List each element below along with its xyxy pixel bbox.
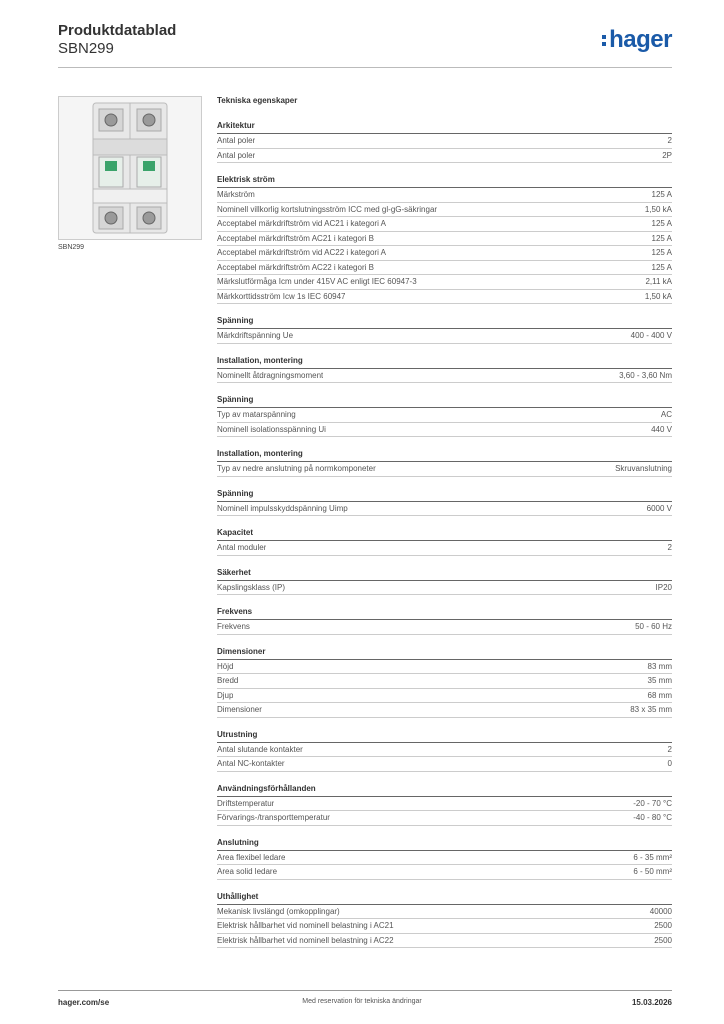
spec-row <box>217 232 672 247</box>
spec-value: 1,50 kA <box>644 204 672 214</box>
spec-label: Märkslutförmåga Icm under 415V AC enligt IEC 60947-3 <box>217 277 417 286</box>
section-heading: Spänning <box>217 487 672 502</box>
spec-value: Skruvanslutning <box>615 464 672 473</box>
section-heading: Dimensioner <box>217 645 672 660</box>
product-code: SBN299 <box>58 40 114 57</box>
spec-label: Kapslingsklass (IP) <box>217 582 286 592</box>
spec-label: Nominell villkorlig kortslutningsström ICC med gl-gG-säkringar <box>217 204 438 214</box>
spec-label: Nominellt åtdragningsmoment <box>217 370 324 380</box>
spec-label: Förvarings-/transporttemperatur <box>217 813 330 822</box>
spec-value: 125 A <box>651 262 672 272</box>
spec-value: 2 <box>667 744 672 754</box>
spec-section <box>217 354 672 384</box>
spec-label: Elektrisk hållbarhet vid nominell belastning i AC22 <box>217 935 394 945</box>
spec-row <box>217 423 672 438</box>
spec-row <box>217 134 672 149</box>
spec-row <box>217 275 672 290</box>
spec-value: IP20 <box>655 582 672 592</box>
spec-section <box>217 605 672 635</box>
section-heading: Arkitektur <box>217 119 672 134</box>
section-heading: Frekvens <box>217 605 672 620</box>
spec-value: 125 A <box>651 248 672 257</box>
spec-label: Höjd <box>217 661 234 671</box>
spec-label: Antal NC-kontakter <box>217 759 285 768</box>
spec-row <box>217 620 672 635</box>
switch-disconnector-icon <box>59 97 201 239</box>
spec-label: Acceptabel märkdriftström vid AC21 i kategori A <box>217 219 386 228</box>
spec-value: 440 V <box>651 424 672 434</box>
spec-value: 125 A <box>651 190 672 199</box>
spec-value: 125 A <box>651 219 672 228</box>
spec-value: 2500 <box>654 935 672 945</box>
spec-section <box>217 447 672 477</box>
spec-row <box>217 329 672 344</box>
spec-row <box>217 851 672 866</box>
spec-section <box>217 173 672 304</box>
spec-row <box>217 246 672 261</box>
spec-value: 83 mm <box>647 661 672 671</box>
spec-value: 2500 <box>654 921 672 930</box>
section-heading: Installation, montering <box>217 354 672 369</box>
spec-row <box>217 689 672 704</box>
spec-row <box>217 660 672 675</box>
spec-value: 125 A <box>651 233 672 243</box>
spec-label: Djup <box>217 690 234 700</box>
spec-value: 40000 <box>649 906 672 916</box>
spec-row <box>217 703 672 718</box>
spec-label: Frekvens <box>217 622 250 631</box>
spec-value: 2 <box>667 136 672 145</box>
spec-row <box>217 905 672 920</box>
spec-value: 3,60 - 3,60 Nm <box>619 370 672 380</box>
spec-section <box>217 645 672 718</box>
spec-value: 2,11 kA <box>645 277 672 286</box>
spec-row <box>217 408 672 423</box>
logo-dots-icon <box>602 32 607 49</box>
spec-value: 6000 V <box>646 503 672 513</box>
spec-label: Acceptabel märkdriftström AC21 i kategori B <box>217 233 374 243</box>
spec-row <box>217 743 672 758</box>
spec-row <box>217 188 672 203</box>
spec-row <box>217 217 672 232</box>
spec-row <box>217 541 672 556</box>
spec-label: Bredd <box>217 676 239 685</box>
spec-label: Antal slutande kontakter <box>217 744 303 754</box>
spec-row <box>217 674 672 689</box>
section-heading: Anslutning <box>217 836 672 851</box>
spec-label: Märkdriftspänning Ue <box>217 331 294 340</box>
section-heading: Uthållighet <box>217 890 672 905</box>
hager-logo <box>602 26 672 54</box>
footer-date: 15.03.2026 <box>631 998 672 1007</box>
spec-row <box>217 919 672 934</box>
spec-row <box>217 369 672 384</box>
product-image-caption: SBN299 <box>58 244 85 251</box>
spec-value: 1,50 kA <box>644 291 672 301</box>
section-heading: Utrustning <box>217 728 672 743</box>
spec-value: 2P <box>662 150 672 160</box>
spec-label: Antal moduler <box>217 543 267 552</box>
spec-section <box>217 487 672 517</box>
spec-label: Dimensioner <box>217 705 262 714</box>
spec-label: Mekanisk livslängd (omkopplingar) <box>217 906 340 916</box>
spec-section <box>217 890 672 949</box>
spec-value: 400 - 400 V <box>630 331 672 340</box>
section-heading: Säkerhet <box>217 566 672 581</box>
header-divider <box>58 67 672 68</box>
spec-value: 83 x 35 mm <box>630 705 672 714</box>
spec-row <box>217 797 672 812</box>
spec-value: 6 - 35 mm² <box>633 852 672 862</box>
logo-text: hager <box>609 26 672 53</box>
spec-row <box>217 811 672 826</box>
page-title: Produktdatablad <box>58 22 177 39</box>
section-heading: Installation, montering <box>217 447 672 462</box>
spec-row <box>217 757 672 772</box>
spec-row <box>217 502 672 517</box>
spec-row <box>217 149 672 164</box>
spec-label: Antal poler <box>217 136 256 145</box>
footer-website[interactable]: hager.com/se <box>58 998 110 1007</box>
specs-title: Tekniska egenskaper <box>217 96 298 105</box>
spec-section <box>217 119 672 163</box>
section-heading: Användningsförhållanden <box>217 782 672 797</box>
spec-value: -40 - 80 °C <box>633 813 672 822</box>
specs-sections <box>217 119 672 948</box>
spec-value: AC <box>660 410 672 419</box>
spec-label: Acceptabel märkdriftström AC22 i kategori B <box>217 262 374 272</box>
spec-section <box>217 728 672 772</box>
section-heading: Kapacitet <box>217 526 672 541</box>
spec-row <box>217 203 672 218</box>
product-image <box>58 96 202 240</box>
spec-row <box>217 581 672 596</box>
spec-row <box>217 865 672 880</box>
spec-label: Nominell isolationsspänning Ui <box>217 424 326 434</box>
spec-value: 68 mm <box>647 690 672 700</box>
spec-value: -20 - 70 °C <box>633 798 672 808</box>
spec-row <box>217 934 672 949</box>
spec-label: Acceptabel märkdriftström vid AC22 i kategori A <box>217 248 386 257</box>
spec-section <box>217 526 672 556</box>
spec-label: Typ av matarspänning <box>217 410 296 419</box>
spec-section <box>217 314 672 344</box>
footer-disclaimer: Med reservation för tekniska ändringar <box>302 998 422 1005</box>
spec-label: Antal poler <box>217 150 256 160</box>
spec-value: 50 - 60 Hz <box>635 622 672 631</box>
spec-label: Märkström <box>217 190 255 199</box>
spec-section <box>217 782 672 826</box>
spec-label: Area solid ledare <box>217 867 278 876</box>
spec-value: 2 <box>667 543 672 552</box>
spec-section <box>217 836 672 880</box>
spec-label: Nominell impulsskyddspänning Uimp <box>217 503 348 513</box>
section-heading: Spänning <box>217 314 672 329</box>
spec-value: 6 - 50 mm² <box>633 867 672 876</box>
spec-section <box>217 566 672 596</box>
section-heading: Spänning <box>217 393 672 408</box>
spec-label: Driftstemperatur <box>217 798 275 808</box>
spec-label: Elektrisk hållbarhet vid nominell belastning i AC21 <box>217 921 394 930</box>
spec-label: Märkkorttidsström Icw 1s IEC 60947 <box>217 291 346 301</box>
spec-row <box>217 261 672 276</box>
section-heading: Elektrisk ström <box>217 173 672 188</box>
spec-section <box>217 393 672 437</box>
spec-row <box>217 290 672 305</box>
spec-value: 35 mm <box>647 676 672 685</box>
spec-label: Area flexibel ledare <box>217 852 286 862</box>
spec-row <box>217 462 672 477</box>
spec-label: Typ av nedre anslutning på normkomponeter <box>217 464 376 473</box>
spec-value: 0 <box>667 759 672 768</box>
footer-divider <box>58 990 672 991</box>
technical-specs <box>217 96 672 958</box>
